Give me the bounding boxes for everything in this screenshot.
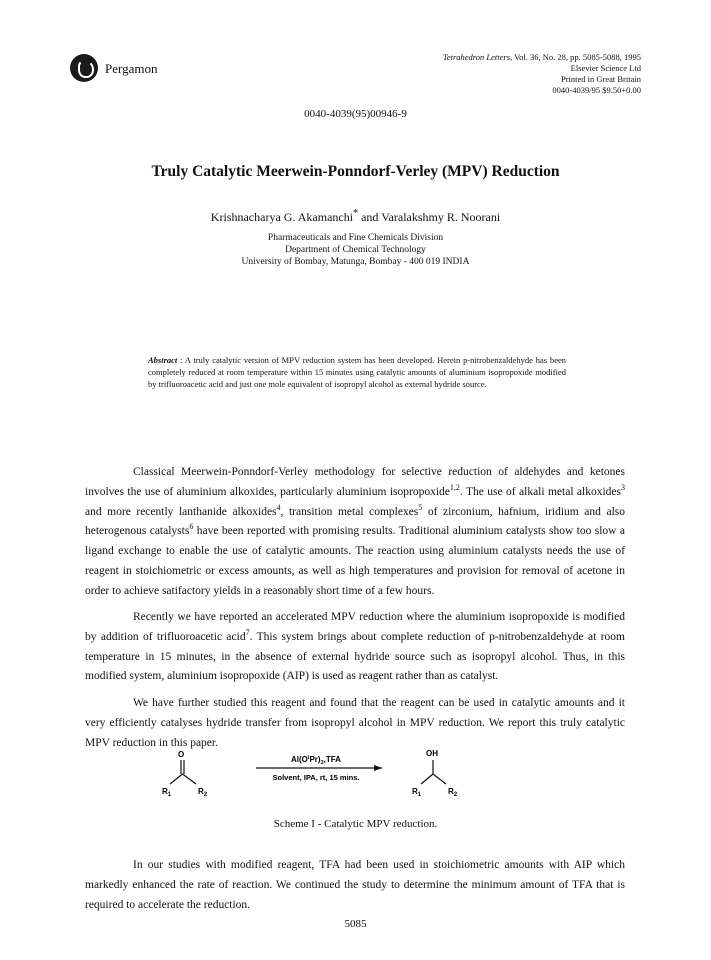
- journal-info: [443, 52, 641, 96]
- corresponding-star: *: [353, 208, 359, 219]
- author-1: Krishnacharya G. Akamanchi: [210, 210, 354, 224]
- p3-text: We have further studied this reagent and found that the reagent can be used in catalytic amounts and it very efficiently catalyses hydride transfer from isopropyl alcohol in MPV reduction. We report this truly catalytic MPV reduction in this paper.: [85, 697, 625, 749]
- product-r2: $R_2$: [448, 787, 458, 798]
- product-structure: [421, 760, 446, 784]
- p1-text-d: , transition metal complexes: [280, 505, 419, 518]
- p1-text-b: . The use of alkali metal alkoxides: [459, 485, 622, 498]
- authors: [0, 208, 711, 225]
- reagent-above-arrow: $Al(O^iPr)_3,TFA$: [291, 755, 341, 766]
- pergamon-logo-icon: [70, 54, 98, 82]
- p2-text-a: Recently we have reported an accelerated MPV reduction where the aluminium isopropoxide is modified by addition of trifluoroacetic acid: [85, 611, 625, 643]
- ref-3: 3: [621, 482, 626, 492]
- publisher-line: Elsevier Science Ltd: [570, 63, 641, 73]
- price-code: 0040-4039/95 $9.50+0.00: [552, 85, 641, 95]
- p1-text-e: of zirconium, hafnium, iridium and also heterogenous catalysts: [85, 505, 625, 538]
- ref-1-2: 1,2: [449, 482, 460, 492]
- journal-citation: , Vol. 36, No. 28, pp. 5085-5088, 1995: [510, 52, 641, 62]
- affiliation-line-1: Pharmaceuticals and Fine Chemicals Division: [267, 233, 444, 243]
- ref-5: 5: [418, 502, 423, 512]
- paragraph-4: [85, 856, 625, 915]
- p1-text-f: have been reported with promising results. Traditional aluminium catalysts show too slow a ligand exchange to enable the use of catalytic amounts. The reaction using aluminium catalysts needs the use of reagent in stoichiometric or excess amounts, as well as high temperatures and provision for removal of acetone in order to achieve satifactory yields in a reasonably short time of a few hours.: [85, 525, 625, 597]
- paragraph-1: [85, 463, 625, 602]
- abstract-text: : A truly catalytic version of MPV reduction system has been developed. Herein p-nitrobenzaldehyde has been completely reduced at room temperature within 15 minutes using catalytic amounts of aluminium isopropoxide modified by trifluoroacetic acid and just one mole equivalent of isopropyl alcohol as external hydride source.: [148, 355, 566, 389]
- printed-line: Printed in Great Britain: [560, 74, 641, 84]
- affiliation: [0, 232, 711, 268]
- reactant-r2: $R_2$: [198, 787, 208, 798]
- paper-title: Truly Catalytic Meerwein-Ponndorf-Verley (MPV) Reduction: [151, 163, 560, 180]
- abstract-label: Abstract: [148, 355, 178, 365]
- reactant-oxygen: O: [178, 750, 185, 759]
- product-hydroxyl: OH: [426, 749, 438, 758]
- journal-name: Tetrahedron Letters: [442, 52, 511, 62]
- affiliation-line-2: Department of Chemical Technology: [285, 245, 426, 255]
- p2-text-b: . This system brings about complete reduction of p-nitrobenzaldehyde at room temperature in 15 minutes, in the absence of external hydride source such as isopropyl alcohol. Thus, in this modified system, aluminium isopropoxide (AIP) is used as reagent rather than as catalyst.: [85, 630, 625, 683]
- reactant-structure: [170, 760, 196, 784]
- ref-4: 4: [276, 502, 281, 512]
- p4-text: In our studies with modified reagent, TFA had been used in stoichiometric amounts with AIP which markedly enhanced the rate of reaction. We continued the study to determine the minimum amount of TFA that is required to accelerate the reduction.: [85, 859, 625, 911]
- product-r1: $R_1$: [412, 787, 422, 798]
- publisher-name: Pergamon: [105, 61, 158, 76]
- paragraph-2: [85, 608, 625, 687]
- reagent-below-arrow: Solvent, IPA, rt, 15 mins.: [272, 773, 360, 782]
- reactant-r1: $R_1$: [162, 787, 172, 798]
- reaction-scheme: [160, 740, 560, 800]
- p1-text-a: Classical Meerwein-Ponndorf-Verley methodology for selective reduction of aldehydes and ketones involves the use of aluminium alkoxides, particularly aluminium isopropoxide: [85, 466, 625, 498]
- ref-7: 7: [245, 627, 250, 637]
- ref-6: 6: [189, 522, 194, 532]
- p1-text-c: and more recently lanthanide alkoxides: [85, 505, 277, 518]
- affiliation-line-3: University of Bombay, Matunga, Bombay - 400 019 INDIA: [241, 257, 470, 267]
- scheme-caption: Scheme I - Catalytic MPV reduction.: [273, 818, 438, 830]
- doi-code: 0040-4039(95)00946-9: [304, 108, 407, 120]
- abstract: [148, 354, 566, 390]
- page-number: 5085: [344, 918, 367, 930]
- arrow-head-icon: [374, 765, 382, 771]
- author-2: and Varalakshmy R. Noorani: [358, 210, 501, 224]
